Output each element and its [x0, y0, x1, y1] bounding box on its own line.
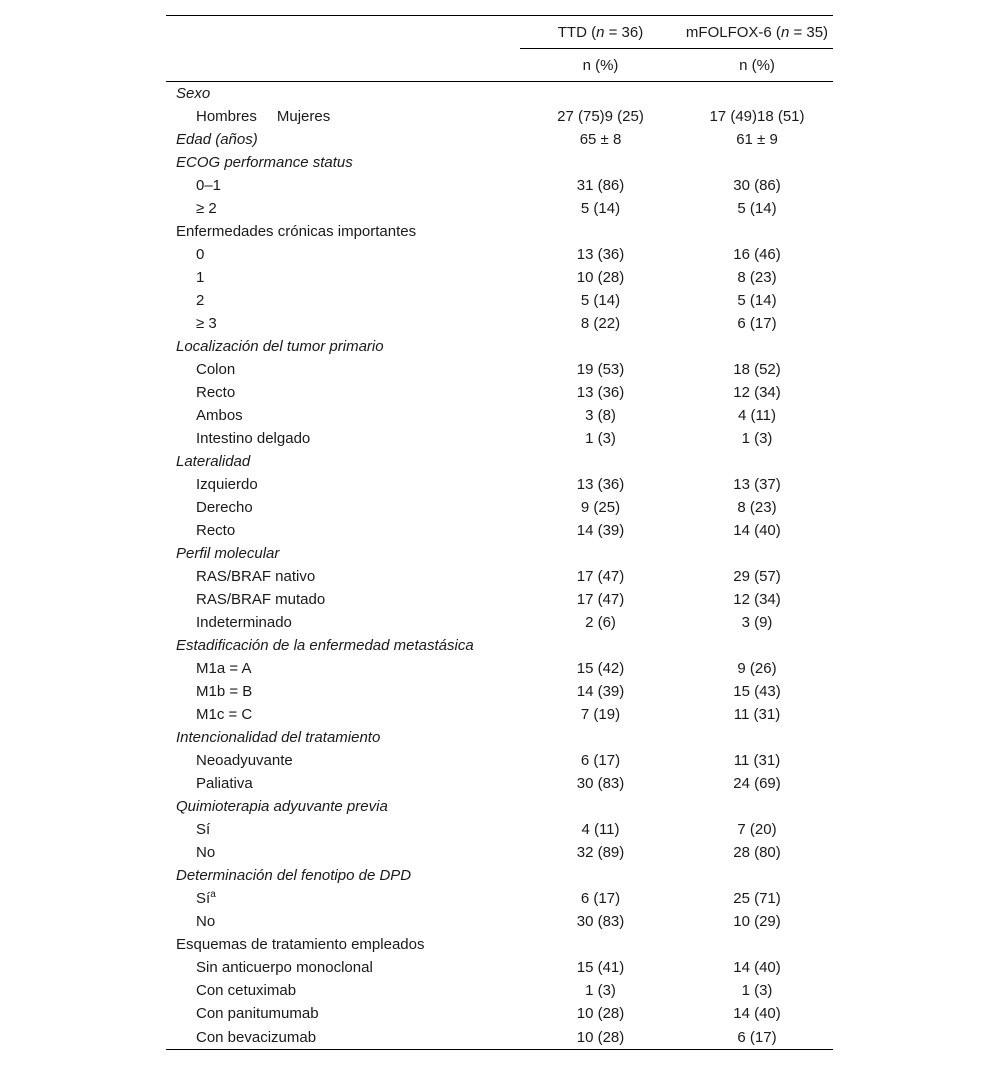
cell-ttd: 19 (53)	[576, 361, 625, 378]
row-label: RAS/BRAF mutado	[196, 591, 326, 608]
table-row	[166, 128, 833, 151]
section-label-ecog: ECOG performance status	[176, 154, 353, 171]
header-mfolfox: mFOLFOX-6 (n = 35)	[681, 16, 833, 49]
cell-mfolfox: 12 (34)	[733, 591, 781, 608]
table-row	[166, 956, 833, 979]
header-blank	[166, 16, 520, 49]
cell-ttd: 15 (41)	[576, 959, 625, 976]
row-label: No	[196, 913, 216, 930]
row-label: Derecho	[196, 499, 253, 516]
cell-mfolfox: 8 (23)	[737, 499, 777, 516]
cell-mfolfox: 18 (52)	[733, 361, 781, 378]
table-row	[166, 588, 833, 611]
table-row	[166, 841, 833, 864]
cell-mfolfox: 4 (11)	[737, 407, 777, 424]
row-label: No	[196, 844, 216, 861]
cell-ttd: 14 (39)	[576, 683, 625, 700]
cell-ttd: 13 (36)	[576, 246, 625, 263]
cell-ttd: 1 (3)	[585, 982, 616, 999]
table-row	[166, 82, 833, 106]
section-label-estadificacion: Estadificación de la enfermedad metastásica	[176, 637, 474, 654]
cell-mfolfox: 15 (43)	[733, 683, 781, 700]
table-row	[166, 749, 833, 772]
row-label: Recto	[196, 384, 236, 401]
cell-mfolfox: 14 (40)	[733, 522, 781, 539]
cell-mfolfox: 30 (86)	[733, 177, 781, 194]
cell-mfolfox: 11 (31)	[733, 752, 781, 769]
row-label: Paliativa	[196, 775, 253, 792]
section-label-quimio: Quimioterapia adyuvante previa	[176, 798, 388, 815]
table-row	[166, 772, 833, 795]
table-row	[166, 358, 833, 381]
subheader-blank	[166, 49, 520, 82]
cell-ttd: 15 (42)	[576, 660, 625, 677]
cell-mfolfox: 1 (3)	[741, 982, 773, 999]
cell-mfolfox: 24 (69)	[733, 775, 781, 792]
cell-mfolfox: 61 ± 9	[736, 131, 778, 148]
demographics-table	[166, 15, 833, 1050]
cell-ttd: 9 (25)	[580, 499, 621, 516]
cell-ttd: 14 (39)	[576, 522, 625, 539]
table-row	[166, 611, 833, 634]
cell-ttd: 1 (3)	[585, 430, 616, 447]
cell-mfolfox: 9 (26)	[737, 660, 777, 677]
table-row	[166, 657, 833, 680]
cell-mfolfox: 5 (14)	[737, 292, 777, 309]
cell-ttd: 10 (28)	[576, 269, 625, 286]
cell-mfolfox: 13 (37)	[733, 476, 781, 493]
cell-mfolfox: 12 (34)	[733, 384, 781, 401]
table-row	[166, 519, 833, 542]
row-label: RAS/BRAF nativo	[196, 568, 316, 585]
row-label: Ambos	[196, 407, 243, 424]
table-row	[166, 381, 833, 404]
section-label-sexo: Sexo	[176, 85, 211, 102]
cell-ttd: 13 (36)	[576, 384, 625, 401]
row-label: 1	[196, 269, 205, 286]
cell-ttd: 17 (47)	[576, 591, 625, 608]
section-label-perfil: Perfil molecular	[176, 545, 280, 562]
cell-mfolfox: 7 (20)	[737, 821, 777, 838]
table-row	[166, 1002, 833, 1025]
table-row	[166, 818, 833, 841]
table-row	[166, 174, 833, 197]
table-row	[166, 680, 833, 703]
cell-mfolfox: 29 (57)	[733, 568, 781, 585]
table-row	[166, 105, 833, 128]
row-label: Indeterminado	[196, 614, 292, 631]
section-label-esquemas: Esquemas de tratamiento empleados	[176, 936, 425, 953]
row-label: ≥ 3	[196, 315, 217, 332]
cell-mfolfox: 25 (71)	[733, 890, 781, 907]
table-row	[166, 864, 833, 887]
cell-mfolfox: 17 (49)18 (51)	[709, 108, 805, 125]
section-label-edad: Edad (años)	[176, 131, 258, 148]
row-label-sexo: Hombres Mujeres	[196, 108, 331, 125]
cell-ttd: 8 (22)	[580, 315, 621, 332]
row-label: Con cetuximab	[196, 982, 297, 999]
table-row	[166, 887, 833, 910]
cell-mfolfox: 28 (80)	[733, 844, 781, 861]
row-label: M1a = A	[196, 660, 252, 677]
cell-ttd: 30 (83)	[576, 913, 625, 930]
cell-mfolfox: 10 (29)	[733, 913, 781, 930]
cell-ttd: 5 (14)	[580, 200, 621, 217]
cell-ttd: 17 (47)	[576, 568, 625, 585]
table-row	[166, 1025, 833, 1050]
row-label: 0–1	[196, 177, 222, 194]
cell-ttd: 6 (17)	[580, 752, 621, 769]
table-row	[166, 910, 833, 933]
cell-mfolfox: 3 (9)	[741, 614, 773, 631]
table-row	[166, 933, 833, 956]
table-row	[166, 703, 833, 726]
cell-ttd: 31 (86)	[576, 177, 625, 194]
table-row	[166, 795, 833, 818]
table-row	[166, 979, 833, 1002]
cell-ttd: 65 ± 8	[579, 131, 622, 148]
row-label: Sin anticuerpo monoclonal	[196, 959, 373, 976]
cell-ttd: 32 (89)	[576, 844, 625, 861]
table-row	[166, 266, 833, 289]
table-row	[166, 312, 833, 335]
section-label-dpd: Determinación del fenotipo de DPD	[176, 867, 412, 884]
row-label: 2	[196, 292, 205, 309]
cell-ttd: 10 (28)	[576, 1005, 625, 1022]
table-row	[166, 197, 833, 220]
cell-ttd: 2 (6)	[585, 614, 616, 631]
row-label: Sí	[196, 821, 211, 838]
cell-ttd: 4 (11)	[581, 821, 620, 838]
row-label: Recto	[196, 522, 236, 539]
row-label: 0	[196, 246, 205, 263]
table-body	[166, 82, 833, 1050]
row-label: M1c = C	[196, 706, 253, 723]
cell-mfolfox: 1 (3)	[741, 430, 773, 447]
cell-ttd: 13 (36)	[576, 476, 625, 493]
table-row	[166, 427, 833, 450]
section-label-lateralidad: Lateralidad	[176, 453, 251, 470]
row-label: Con panitumumab	[196, 1005, 319, 1022]
subheader-mfolfox: n (%)	[681, 49, 833, 82]
cell-mfolfox: 14 (40)	[733, 1005, 781, 1022]
row-label: Con bevacizumab	[166, 1025, 520, 1050]
row-label: Colon	[196, 361, 236, 378]
cell-ttd: 6 (17)	[580, 890, 621, 907]
cell-mfolfox: 6 (17)	[737, 315, 777, 332]
cell-ttd: 5 (14)	[580, 292, 621, 309]
table-row	[166, 450, 833, 473]
cell-ttd: 30 (83)	[576, 775, 625, 792]
table-row	[166, 565, 833, 588]
table-row	[166, 220, 833, 243]
row-label: ≥ 2	[196, 200, 217, 217]
cell-mfolfox: 8 (23)	[737, 269, 777, 286]
subheader-ttd: n (%)	[520, 49, 681, 82]
cell-mfolfox: 5 (14)	[737, 200, 777, 217]
row-label: $Sí^a$	[196, 889, 216, 907]
cell-mfolfox: 16 (46)	[733, 246, 781, 263]
cell-ttd: 10 (28)	[520, 1025, 681, 1050]
demographics-table-container	[166, 15, 833, 1050]
cell-mfolfox: 14 (40)	[733, 959, 781, 976]
table-header	[166, 16, 833, 82]
row-label: Izquierdo	[196, 476, 258, 493]
section-label-localizacion: Localización del tumor primario	[176, 338, 384, 355]
header-ttd: TTD (n = 36)	[520, 16, 681, 49]
table-row	[166, 496, 833, 519]
row-label: Neoadyuvante	[196, 752, 293, 769]
table-row	[166, 335, 833, 358]
row-label: M1b = B	[196, 683, 253, 700]
cell-ttd: 27 (75)9 (25)	[557, 108, 644, 125]
row-label: Intestino delgado	[196, 430, 311, 447]
section-label-intencionalidad: Intencionalidad del tratamiento	[176, 729, 381, 746]
table-row	[166, 404, 833, 427]
cell-ttd: 7 (19)	[580, 706, 621, 723]
cell-mfolfox: 11 (31)	[733, 706, 781, 723]
table-row	[166, 243, 833, 266]
table-row	[166, 289, 833, 312]
cell-ttd: 3 (8)	[585, 407, 616, 424]
table-row	[166, 151, 833, 174]
table-row	[166, 542, 833, 565]
section-label-cronicas: Enfermedades crónicas importantes	[176, 223, 417, 240]
table-row	[166, 634, 833, 657]
table-row	[166, 473, 833, 496]
footnote-marker: a	[210, 889, 216, 900]
cell-mfolfox: 6 (17)	[681, 1025, 833, 1050]
table-row	[166, 726, 833, 749]
